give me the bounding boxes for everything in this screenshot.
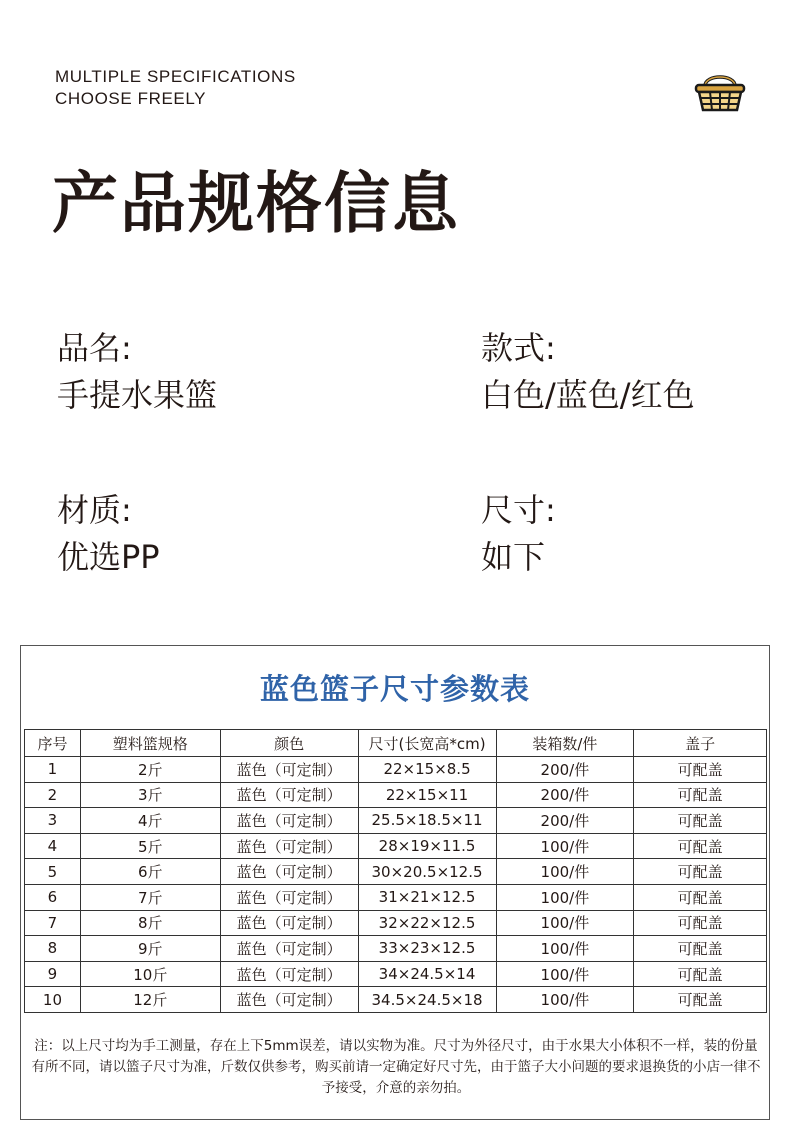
table-cell: 蓝色（可定制） (220, 808, 358, 834)
table-cell: 100/件 (496, 936, 634, 962)
table-cell: 34×24.5×14 (358, 961, 496, 987)
table-cell: 5斤 (80, 833, 220, 859)
spec-style-value: 白色/蓝色/红色 (481, 376, 695, 414)
eyebrow-line-2: CHOOSE FREELY (55, 89, 207, 108)
spec-name (57, 328, 217, 415)
table-title: 蓝色篮子尺寸参数表 (259, 671, 530, 706)
table-note: 注：以上尺寸均为手工测量，存在上下5mm误差，请以实物为准。尺寸为外径尺寸，由于水果大小体积不一样，装的份量有所不同，请以篮子尺寸为准，斤数仅供参考，购买前请一定确定好尺寸先，由于篮子大小问题的要求退换货的小店一律不予接受，介意的亲勿拍。 (31, 1038, 761, 1096)
table-cell: 蓝色（可定制） (220, 757, 358, 783)
eyebrow-text (55, 66, 296, 110)
table-cell: 蓝色（可定制） (220, 884, 358, 910)
table-cell: 可配盖 (634, 910, 767, 936)
table-cell: 100/件 (496, 833, 634, 859)
header-cell: 装箱数/件 (496, 730, 634, 757)
spec-material-label: 材质: (57, 491, 132, 529)
table-cell: 可配盖 (634, 859, 767, 885)
table-cell: 4 (25, 833, 81, 859)
table-cell: 34.5×24.5×18 (358, 987, 496, 1013)
table-cell: 2斤 (80, 757, 220, 783)
table-cell: 200/件 (496, 808, 634, 834)
table-cell: 30×20.5×12.5 (358, 859, 496, 885)
table-cell: 可配盖 (634, 961, 767, 987)
spec-material (57, 490, 160, 577)
table-cell: 32×22×12.5 (358, 910, 496, 936)
table-cell: 蓝色（可定制） (220, 910, 358, 936)
table-cell: 可配盖 (634, 936, 767, 962)
table-cell: 100/件 (496, 961, 634, 987)
table-row (25, 808, 767, 834)
header-cell: 盖子 (634, 730, 767, 757)
spec-size (481, 490, 556, 577)
table-cell: 蓝色（可定制） (220, 961, 358, 987)
table-cell: 5 (25, 859, 81, 885)
table-cell: 8 (25, 936, 81, 962)
table-cell: 9 (25, 961, 81, 987)
spec-size-label: 尺寸: (481, 491, 556, 529)
table-cell: 31×21×12.5 (358, 884, 496, 910)
spec-style-label: 款式: (481, 329, 556, 367)
table-row (25, 936, 767, 962)
spec-name-label: 品名: (57, 329, 132, 367)
table-row (25, 884, 767, 910)
spec-material-value: 优选PP (57, 538, 160, 576)
table-cell: 200/件 (496, 782, 634, 808)
table-cell: 3 (25, 808, 81, 834)
size-table (24, 729, 767, 1013)
table-row (25, 757, 767, 783)
spec-size-value: 如下 (481, 538, 546, 576)
table-cell: 可配盖 (634, 757, 767, 783)
table-cell: 1 (25, 757, 81, 783)
table-cell: 蓝色（可定制） (220, 936, 358, 962)
table-row (25, 782, 767, 808)
table-cell: 蓝色（可定制） (220, 859, 358, 885)
table-cell: 3斤 (80, 782, 220, 808)
table-cell: 22×15×11 (358, 782, 496, 808)
table-cell: 100/件 (496, 910, 634, 936)
size-table-panel (20, 645, 770, 1120)
table-cell: 12斤 (80, 987, 220, 1013)
spec-style (481, 328, 695, 415)
table-cell: 22×15×8.5 (358, 757, 496, 783)
table-row (25, 961, 767, 987)
page-title: 产品规格信息 (52, 165, 460, 242)
table-cell: 9斤 (80, 936, 220, 962)
spec-name-value: 手提水果篮 (57, 376, 218, 414)
table-cell: 4斤 (80, 808, 220, 834)
eyebrow-line-1: MULTIPLE SPECIFICATIONS (55, 67, 296, 86)
table-cell: 28×19×11.5 (358, 833, 496, 859)
basket-icon (693, 70, 747, 114)
header-cell: 颜色 (220, 730, 358, 757)
table-cell: 2 (25, 782, 81, 808)
table-cell: 可配盖 (634, 833, 767, 859)
table-cell: 可配盖 (634, 782, 767, 808)
table-cell: 7斤 (80, 884, 220, 910)
table-cell: 200/件 (496, 757, 634, 783)
table-cell: 7 (25, 910, 81, 936)
table-cell: 8斤 (80, 910, 220, 936)
table-header-row (25, 730, 767, 757)
table-cell: 100/件 (496, 987, 634, 1013)
table-row (25, 910, 767, 936)
table-row (25, 859, 767, 885)
table-cell: 可配盖 (634, 987, 767, 1013)
table-cell: 可配盖 (634, 884, 767, 910)
table-cell: 10斤 (80, 961, 220, 987)
table-cell: 100/件 (496, 859, 634, 885)
table-cell: 6斤 (80, 859, 220, 885)
header-cell: 尺寸(长宽高*cm) (358, 730, 496, 757)
table-cell: 蓝色（可定制） (220, 987, 358, 1013)
table-cell: 蓝色（可定制） (220, 833, 358, 859)
table-cell: 6 (25, 884, 81, 910)
table-cell: 10 (25, 987, 81, 1013)
table-cell: 可配盖 (634, 808, 767, 834)
table-cell: 蓝色（可定制） (220, 782, 358, 808)
table-cell: 25.5×18.5×11 (358, 808, 496, 834)
header-cell: 塑料篮规格 (80, 730, 220, 757)
table-row (25, 833, 767, 859)
table-cell: 33×23×12.5 (358, 936, 496, 962)
table-row (25, 987, 767, 1013)
table-cell: 100/件 (496, 884, 634, 910)
header-cell: 序号 (25, 730, 81, 757)
